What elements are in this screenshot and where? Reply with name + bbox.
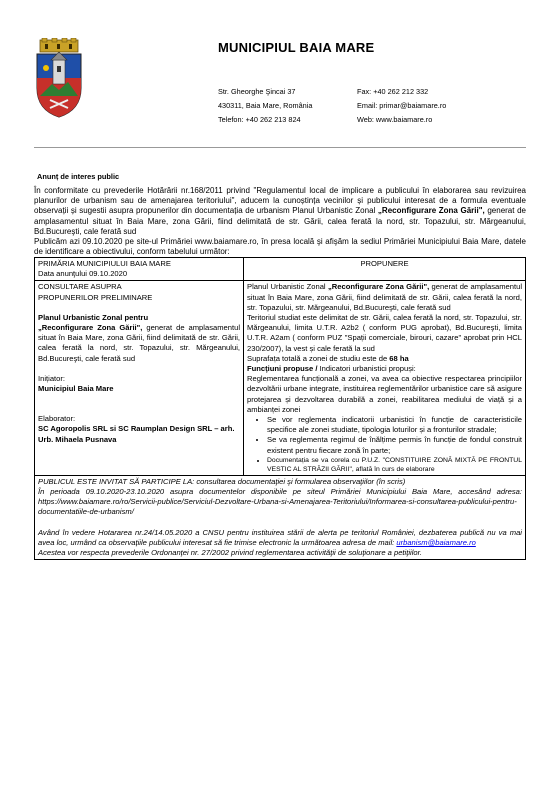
table-header-row <box>35 258 526 281</box>
consult-label-2: PROPUNERILOR PRELIMINARE <box>38 292 153 302</box>
initiator-value: Municipiul Baia Mare <box>38 384 114 394</box>
list-item: • Documentația se va corela cu P.U.Z. "CONSTITUIRE ZONĂ MIXTĂ PE FRONTUL VESTIC AL STRĂZII GĂRII", aflată în curs de elaborare <box>267 456 522 474</box>
consult-label: CONSULTARE ASUPRA <box>38 282 122 292</box>
proposal-paragraph-2: Teritoriul studiat este delimitat de str. Gării, calea ferată la nord, str. Topazului, str. Mărgeanului, limita U.T.R. A2b2 ( conform PUG aprobat), Bd.Bucureşti, limita U.T.R. A2am ( conform PUZ "Spații comerciale, birouri, cazare" aprobat prin HCL 230/2007), la vest și cale ferată la sud <box>247 313 522 353</box>
plan-title: Planul Urbanistic Zonal pentru <box>38 312 149 322</box>
header-cell-right: PROPUNERE <box>244 258 526 281</box>
table-footer-row <box>35 475 526 559</box>
address-phone: Telefon: +40 262 213 824 <box>218 115 301 124</box>
proposal-functions: Funcţiuni propuse / Indicatori urbanistici propuși: <box>247 364 416 374</box>
page-title: MUNICIPIUL BAIA MARE <box>218 40 375 55</box>
initiator-label: Inițiator: <box>38 373 66 383</box>
email-link[interactable]: urbanism@baiamare.ro <box>396 537 476 547</box>
footer-cell <box>35 475 526 559</box>
body-cell-right <box>244 281 526 475</box>
proposal-bullet-list <box>247 415 522 474</box>
address-street: Str. Gheorghe Şincai 37 <box>218 87 296 96</box>
header-cell-left <box>35 258 244 281</box>
address-city: 430311, Baia Mare, România <box>218 101 313 110</box>
proposal-paragraph-1: Planul Urbanistic Zonal „Reconfigurare Zona Gării", generat de amplasamentul situat în Baia Mare, zona Gării, fiind delimitată de str. Gării, calea ferată la nord, str. Topazului, str. Mărgeanului, Bd.Bucureşti, cale ferată sud <box>247 282 523 312</box>
footer-invite: PUBLICUL ESTE INVITAT SĂ PARTICIPE LA: consultarea documentaţiei şi formularea observaţiilor (în scris) <box>38 476 406 486</box>
intro-paragraph-1: În conformitate cu prevederile Hotărârii nr.168/2011 privind "Regulamentul local de implicare a publicului în elaborarea sau revizuirea planurilor de urbanism sau de amenajarea teritoriului", aducem la cunoștința vecinilor și publicului interesat de a formula eventuale observații și sugestii asupra propunerilor din documentația de urbanism Planul Urbanistic Zonal „Reconfigurare Zona Gării", generat de amplasamentul situat în Baia Mare, zona Gării, fiind delimitată de str. Gării, calea ferată la nord, str. Topazului, str. Mărgeanului, Bd.Bucureşti, cale ferată sud <box>34 186 526 236</box>
footer-ordinance: Acestea vor respecta prevederile Ordonanţei nr. 27/2002 privind reglementarea activităţii de soluţionare a petiţiilor. <box>38 548 422 558</box>
plan-description: „Reconfigurare Zona Gării", generat de amplasamentul situat în Baia Mare, zona Gării, fiind delimitată de str. Gării, calea ferată la nord, str. Topazului, str. Mărgeanului, Bd.Bucureşti, cale ferată sud <box>38 323 241 363</box>
contact-block <box>357 85 446 127</box>
announcement-table <box>34 257 526 560</box>
elaborator-label: Elaborator: <box>38 414 76 424</box>
intro-paragraph-2: Publicăm azi 09.10.2020 pe site-ul Primăriei www.baiamare.ro, în presa locală şi afişăm la sediul Primăriei Municipiului Baia Mare, datele de identificare a obiectivului, conform tabelului următor: <box>34 237 526 257</box>
contact-email: Email: primar@baiamare.ro <box>357 101 447 110</box>
list-item: • Se va reglementa regimul de înălțime permis în funcție de fondul construit existent pentru fiecare zonă în parte; <box>267 435 522 455</box>
contact-web: Web: www.baiamare.ro <box>357 115 433 124</box>
elaborator-value: SC Agoropolis SRL si SC Raumplan Design SRL – arh. Urb. Mihaela Pusnava <box>38 424 235 444</box>
contact-fax: Fax: +40 262 212 332 <box>357 87 429 96</box>
footer-period: În perioada 09.10.2020-23.10.2020 asupra documentelor disponibile pe siteul Primăriei Municipiului Baia Mare, accesând adresa: https://www.baiamare.ro/ro/Servicii-publice/Serviciul-Dezvoltare-Urbana-si-Amenajarea-Teritoriului/Informarea-si-consultarea-publicului-pentru-documentatiile-de-urbanism/ <box>38 487 522 517</box>
table-body-row <box>35 281 526 475</box>
notice-title: Anunț de interes public <box>37 172 120 181</box>
institution-name: PRIMĂRIA MUNICIPIULUI BAIA MARE <box>38 259 171 268</box>
address-block <box>218 85 312 127</box>
proposal-area: Suprafața totală a zonei de studiu este de 68 ha <box>247 353 409 363</box>
header-divider <box>34 147 526 148</box>
footer-covid-note: Având în vedere Hotararea nr.24/14.05.2020 a CNSU pentru instituirea stării de alerta pe teritoriul României, dezbaterea publică nu va mai avea loc, urmând ca observațiile publicului interesat să fie trimise electronic la următoarea adresa de mail: urbanism@baiamare.ro <box>38 527 522 547</box>
intro-text <box>34 186 526 257</box>
proposal-paragraph-5: Reglementarea funcțională a zonei, va avea ca obiective respectarea principiilor dezvoltării urbane integrate, instituirea reglementărilor urbanistice care să asigure protejarea și dezvoltarea durabilă a zonei, reabilitarea mediului de viață și a ambianței zonei <box>247 374 522 414</box>
city-coat-of-arms <box>34 38 84 118</box>
body-cell-left <box>35 281 244 475</box>
announcement-date: Data anunţului 09.10.2020 <box>38 269 128 279</box>
list-item: • Se vor reglementa indicatorii urbanistici în funcție de caracteristicile specifice ale zonei studiate, tipologia loturilor și a fronturilor stradale; <box>267 415 522 435</box>
